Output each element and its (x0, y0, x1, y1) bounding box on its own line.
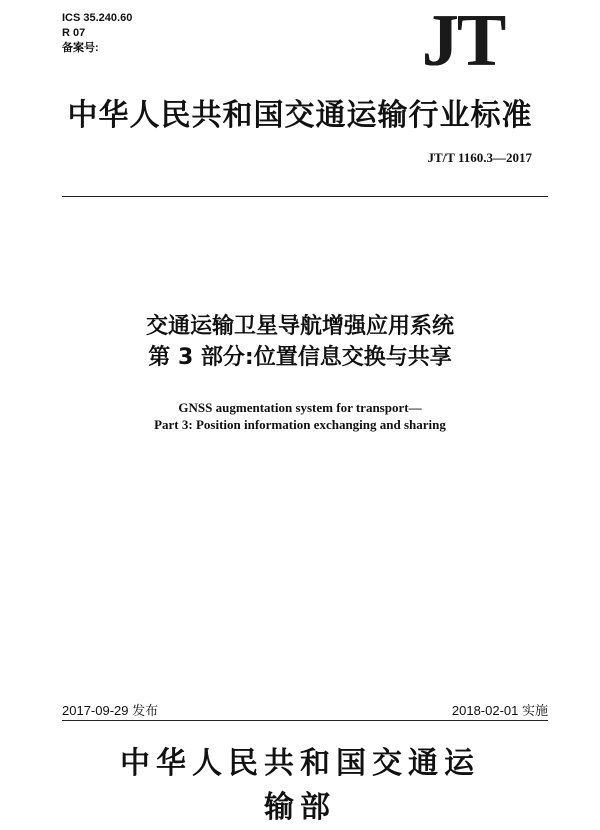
organization-title: 中华人民共和国交通运输行业标准 (67, 98, 533, 133)
standard-number: JT/T 1160.3—2017 (427, 150, 532, 165)
title-en-line2: Part 3: Position information exchanging and sharing (154, 417, 446, 432)
issue-date: 2017-09-29 发布 (62, 703, 159, 718)
header-rule (62, 196, 548, 197)
jt-logo: JT (421, 0, 505, 82)
record-number-label: 备案号: (62, 42, 99, 54)
title-en-line1: GNSS augmentation system for transport— (178, 400, 422, 415)
ics-code: ICS 35.240.60 (62, 12, 133, 24)
footer-organization: 中华人民共和国交通运输部 (120, 746, 480, 825)
title-zh-line1: 交通运输卫星导航增强应用系统 (145, 314, 454, 339)
implementation-date: 2018-02-01 实施 (451, 703, 548, 718)
title-zh-line2: 第 3 部分:位置信息交换与共享 (148, 345, 452, 370)
ccs-code: R 07 (62, 27, 86, 39)
footer-rule (62, 720, 548, 721)
